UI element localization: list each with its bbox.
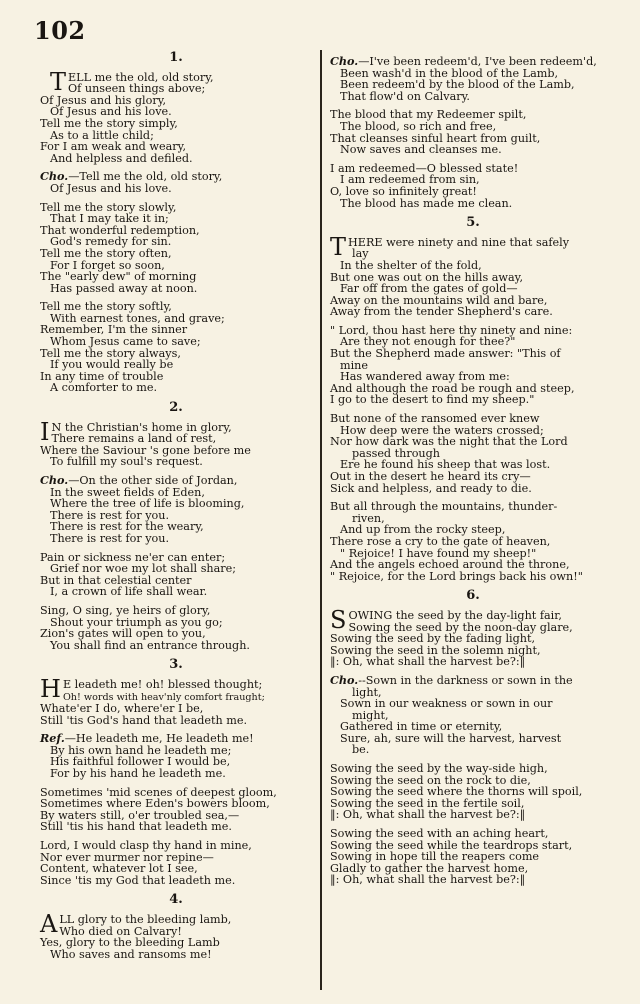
verse-text: Nor ever murmer nor repine—: [40, 850, 214, 864]
stanza: [330, 232, 616, 319]
verse-line: [330, 198, 616, 210]
verse-line: [40, 586, 312, 598]
verse-text: I, a crown of life shall wear.: [50, 585, 208, 599]
verse-text: Tell me the story often,: [40, 246, 172, 260]
verse-text: The blood, so rich and free,: [340, 119, 497, 133]
verse-text: Who died on Calvary!: [59, 924, 182, 938]
stanza: [40, 552, 312, 598]
verse-text: There is rest for you.: [50, 508, 170, 522]
verse-text: Sown in our weakness or sown in our: [340, 697, 553, 711]
verse-text: ‖: Oh, what shall the harvest be?:‖: [330, 873, 526, 887]
verse-line: [40, 875, 312, 887]
verse-text: As to a little child;: [50, 128, 154, 142]
stanza: [330, 413, 616, 494]
verse-text: Sure, ah, sure will the harvest, harvest: [340, 731, 562, 745]
verse-line: [40, 640, 312, 652]
verse-text: I go to the desert to find my sheep.": [330, 393, 535, 407]
verse-text: Whom Jesus came to save;: [50, 335, 201, 349]
verse-line: [40, 283, 312, 295]
verse-text: —I've been redeem'd, I've been redeem'd,: [358, 55, 597, 68]
verse-line: [330, 394, 616, 406]
verse-text: Tell me the story softly,: [40, 300, 172, 314]
verse-line: [330, 91, 616, 103]
verse-text: There is rest for you.: [50, 531, 170, 545]
verse-text: riven,: [352, 511, 385, 525]
verse-text: Of Jesus and his love.: [50, 105, 172, 119]
verse-text: Ere he found his sheep that was lost.: [340, 458, 551, 472]
verse-text: Shout your triumph as you go;: [50, 615, 223, 629]
verse-text: And the angels echoed around the throne,: [330, 558, 570, 572]
stanza: [330, 109, 616, 155]
verse-text: By waters still, o'er troubled sea,—: [40, 808, 240, 822]
verse-line: [330, 348, 616, 360]
verse-text: Been wash'd in the blood of the Lamb,: [340, 66, 559, 80]
verse-text: In the shelter of the fold,: [340, 258, 482, 272]
verse-text: That I may take it in;: [50, 212, 169, 226]
verse-text: Tell me the story slowly,: [40, 200, 177, 214]
page-number: 102: [34, 16, 86, 45]
verse-text: For I forget so soon,: [50, 258, 165, 272]
verse-text: be.: [352, 743, 370, 757]
verse-text: With earnest tones, and grave;: [50, 311, 225, 325]
verse-text: Of Jesus and his love.: [50, 181, 172, 195]
verse-text: Gladly to gather the harvest home,: [330, 861, 529, 875]
verse-line: [330, 571, 616, 583]
verse-text: For by his hand he leadeth me.: [50, 767, 226, 781]
verse-line: [330, 656, 616, 668]
verse-line: [40, 715, 312, 727]
verse-text: Are they not enough for thee?": [340, 335, 516, 349]
verse-line: [40, 153, 312, 165]
verse-text: Sick and helpless, and ready to die.: [330, 481, 532, 495]
verse-text: Since 'tis my God that leadeth me.: [40, 873, 236, 887]
verse-text: Sowing the seed while the teardrops start,: [330, 838, 573, 852]
chorus: [40, 171, 312, 194]
verse-text: In any time of trouble: [40, 369, 164, 383]
verse-text: I am redeemed from sin,: [340, 173, 480, 187]
verse-text: Content, whatever lot I see,: [40, 862, 198, 876]
verse-text: Tell me the story simply,: [40, 116, 178, 130]
verse-text: ‖: Oh, what shall the harvest be?:‖: [330, 655, 526, 669]
verse-line: [330, 483, 616, 495]
verse-line: [40, 821, 312, 833]
stanza: [330, 828, 616, 886]
verse-line: [330, 809, 616, 821]
verse-text: N the Christian's home in glory,: [51, 420, 232, 434]
chorus-label: Ref.: [40, 731, 65, 746]
verse-line: [330, 144, 616, 156]
verse-line: [330, 874, 616, 886]
verse-text: Whate'er I do, where'er I be,: [40, 702, 204, 716]
verse-line: [40, 183, 312, 195]
chorus: [330, 672, 616, 757]
verse-text: HERE were ninety and nine that safely: [348, 235, 570, 249]
verse-text: You shall find an entrance through.: [50, 638, 250, 652]
verse-text: —Tell me the old, old story,: [68, 170, 223, 184]
verse-text: Where the Saviour 's gone before me: [40, 443, 251, 457]
column-divider: [320, 50, 322, 990]
drop-cap: A: [40, 910, 58, 938]
verse-text: Sowing the seed on the rock to die,: [330, 773, 531, 787]
drop-cap: I: [40, 417, 50, 446]
verse-text: In the sweet fields of Eden,: [50, 485, 205, 499]
stanza: [330, 605, 616, 669]
drop-cap: H: [40, 674, 61, 703]
verse-text: Who saves and ransoms me!: [50, 947, 212, 961]
verse-text: I am redeemed—O blessed state!: [330, 161, 519, 175]
chorus: [40, 475, 312, 545]
hymn-number: 4.: [169, 892, 183, 908]
stanza: [40, 910, 312, 961]
verse-text: To fulfill my soul's request.: [50, 455, 203, 469]
verse-text: But one was out on the hills away,: [330, 270, 524, 284]
hymn: [40, 402, 312, 651]
hymn: [330, 217, 616, 582]
verse-text: Now saves and cleanses me.: [340, 143, 502, 157]
verse-text: Away from the tender Shepherd's care.: [330, 305, 553, 319]
verse-text: Gathered in time or eternity,: [340, 720, 503, 734]
hymn-number: 3.: [169, 657, 183, 673]
verse-text: --Sown in the darkness or sown in the: [358, 673, 573, 687]
stanza: [40, 840, 312, 886]
verse-text: ELL me the old, old story,: [68, 70, 214, 84]
hymn: [330, 590, 616, 886]
verse-line: [330, 306, 616, 318]
verse-text: There remains a land of rest,: [51, 432, 217, 446]
verse-text: mine: [340, 358, 369, 372]
stanza: [40, 67, 312, 165]
stanza: [330, 501, 616, 582]
verse-text: Still 'tis his hand that leadeth me.: [40, 820, 232, 834]
stanza: [330, 163, 616, 209]
verse-line: [40, 768, 312, 780]
hymn: [330, 56, 616, 209]
verse-text: Where the tree of life is blooming,: [50, 497, 245, 511]
verse-text: A comforter to me.: [50, 381, 158, 395]
verse-text: ‖: Oh, what shall the harvest be?:‖: [330, 808, 526, 822]
verse-text: God's remedy for sin.: [50, 235, 172, 249]
verse-text: passed through: [352, 446, 441, 460]
stanza: [40, 202, 312, 295]
verse-text: O, love so infinitely great!: [330, 184, 477, 198]
verse-text: Sowing the seed by the fading light,: [330, 632, 536, 646]
verse-text: Sowing the seed where the thorns will spoil,: [330, 785, 583, 799]
stanza: [330, 763, 616, 821]
verse-text: " Rejoice, for the Lord brings back his own!": [330, 569, 583, 583]
verse-text: If you would really be: [50, 358, 174, 372]
verse-text: Pain or sickness ne'er can enter;: [40, 550, 226, 564]
drop-cap: T: [330, 232, 347, 261]
verse-text: Has passed away at noon.: [50, 281, 198, 295]
verse-text: But none of the ransomed ever knew: [330, 412, 540, 426]
stanza: [330, 325, 616, 406]
verse-text: By his own hand he leadeth me;: [50, 743, 232, 757]
verse-text: Of unseen things above;: [68, 82, 206, 96]
verse-text: And up from the rocky steep,: [340, 523, 506, 537]
verse-text: But all through the mountains, thunder-: [330, 500, 558, 514]
chorus-label: Cho.: [330, 54, 359, 68]
verse-text: His faithful follower I would be,: [50, 755, 231, 769]
verse-text: Sowing the seed with an aching heart,: [330, 827, 549, 841]
stanza: [40, 605, 312, 651]
verse-text: There is rest for the weary,: [50, 520, 204, 534]
hymn-number: 1.: [169, 50, 183, 65]
verse-text: OWING the seed by the day-light fair,: [348, 608, 562, 622]
chorus: [330, 56, 616, 102]
verse-text: Sometimes 'mid scenes of deepest gloom,: [40, 785, 277, 799]
verse-text: light,: [352, 685, 382, 699]
verse-text: Away on the mountains wild and bare,: [330, 293, 548, 307]
drop-cap: S: [330, 605, 347, 634]
verse-text: lay: [352, 247, 369, 261]
verse-text: Tell me the story always,: [40, 346, 181, 360]
verse-text: That cleanses sinful heart from guilt,: [330, 131, 541, 145]
hymn-number: 6.: [466, 588, 480, 604]
verse-text: might,: [352, 708, 389, 722]
verse-text: But in that celestial center: [40, 573, 192, 587]
verse-text: Still 'tis God's hand that leadeth me.: [40, 713, 248, 727]
stanza: [40, 674, 312, 727]
verse-line: [40, 456, 312, 468]
verse-text: E leadeth me! oh! blessed thought;: [62, 677, 263, 691]
chorus-label: Cho.: [330, 672, 359, 687]
verse-text: Sowing the seed in the solemn night,: [330, 643, 541, 657]
verse-text: There rose a cry to the gate of heaven,: [330, 534, 551, 548]
hymn: [40, 659, 312, 886]
right-column: [330, 56, 616, 894]
verse-text: Been redeem'd by the blood of the Lamb,: [340, 78, 575, 92]
verse-text: " Rejoice! I have found my sheep!": [340, 546, 537, 560]
hymn-number: 5.: [466, 215, 480, 231]
hymn-number: 2.: [169, 400, 183, 416]
chorus-label: Cho.: [40, 169, 69, 184]
verse-line: [40, 949, 312, 961]
verse-text: Sometimes where Eden's bowers bloom,: [40, 797, 270, 811]
verse-text: Sowing the seed by the noon-day glare,: [348, 620, 573, 634]
verse-text: Sowing the seed by the way-side high,: [330, 762, 548, 776]
verse-text: Yes, glory to the bleeding Lamb: [40, 936, 220, 950]
verse-text: The blood has made me clean.: [340, 196, 513, 210]
left-column: [40, 48, 312, 968]
hymn: [40, 894, 312, 960]
stanza: [40, 787, 312, 833]
verse-text: Out in the desert he heard its cry—: [330, 470, 531, 483]
stanza: [40, 301, 312, 394]
verse-text: Nor how dark was the night that the Lord: [330, 435, 568, 449]
verse-text: " Lord, thou hast here thy ninety and nine:: [330, 323, 573, 337]
verse-text: Remember, I'm the sinner: [40, 323, 188, 337]
verse-text: And although the road be rough and steep,: [330, 381, 575, 395]
chorus-label: Cho.: [40, 473, 69, 487]
stanza: [40, 417, 312, 469]
verse-text: Zion's gates will open to you,: [40, 627, 206, 641]
verse-text: LL glory to the bleeding lamb,: [59, 913, 232, 926]
verse-text: How deep were the waters crossed;: [340, 423, 544, 437]
verse-text: The "early dew" of morning: [40, 270, 197, 284]
verse-text: Far off from the gates of gold—: [340, 282, 518, 296]
verse-text: Lord, I would clasp thy hand in mine,: [40, 839, 252, 853]
verse-text: And helpless and defiled.: [50, 151, 193, 165]
verse-text: Oh! words with heav'nly comfort fraught;: [62, 691, 265, 703]
verse-line: [330, 733, 616, 745]
verse-text: Sing, O sing, ye heirs of glory,: [40, 603, 211, 617]
drop-cap: T: [50, 67, 67, 96]
verse-text: —He leadeth me, He leadeth me!: [64, 732, 254, 746]
verse-text: —On the other side of Jordan,: [68, 474, 238, 487]
verse-text: That wonderful redemption,: [40, 223, 200, 237]
hymn: [40, 52, 312, 394]
verse-line: [330, 744, 616, 756]
verse-text: For I am weak and weary,: [40, 140, 186, 154]
verse-line: [40, 533, 312, 545]
verse-text: The blood that my Redeemer spilt,: [330, 108, 527, 122]
verse-line: [40, 382, 312, 394]
chorus: [40, 733, 312, 779]
verse-text: Of Jesus and his glory,: [40, 93, 167, 107]
verse-text: That flow'd on Calvary.: [340, 89, 470, 103]
verse-text: But the Shepherd made answer: "This of: [330, 347, 561, 361]
verse-text: Sowing the seed in the fertile soil,: [330, 796, 525, 810]
verse-text: Grief nor woe my lot shall share;: [50, 562, 237, 576]
verse-text: Sowing in hope till the reapers come: [330, 850, 540, 864]
verse-text: Has wandered away from me:: [340, 370, 510, 384]
